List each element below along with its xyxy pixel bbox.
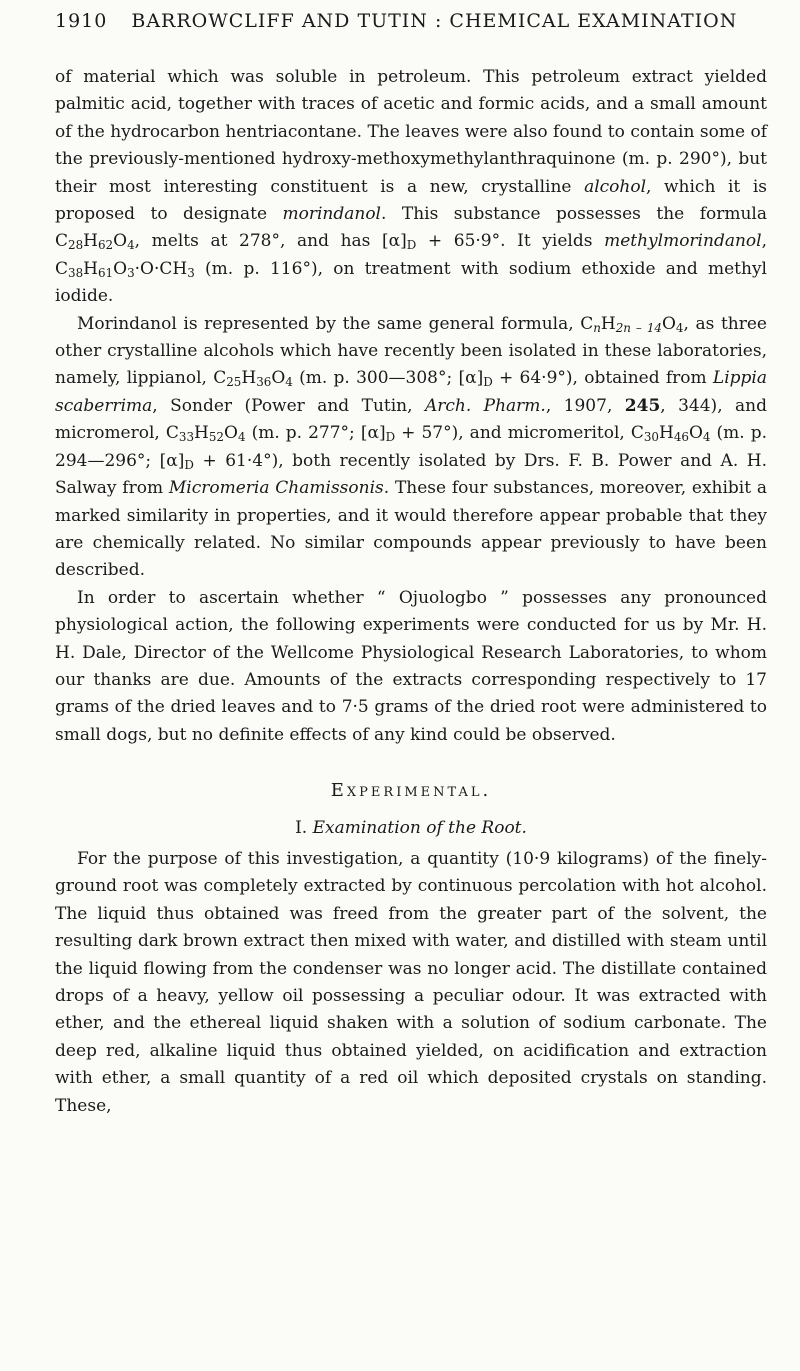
journal-name: Arch. Pharm. bbox=[424, 395, 546, 416]
species-micromeria: Micromeria Chamissonis bbox=[168, 478, 384, 499]
paragraph-4: For the purpose of this investigation, a quantity (10·9 kilograms) of the finely-ground root was completely extracted by continuous percolation with hot alcohol. The liquid thus obtained was freed from the greater part of the solvent, the resulting dark brown extract then mixed with water, and distilled with steam until the liquid flowing from the condenser was no longer acid. The distillate contained drops of a heavy, yellow oil possessing a peculiar odour. It was extracted with ether, and the ethereal liquid shaken with a solution of sodium carbonate. The deep red, alkaline liquid thus obtained yielded, on acidification and extraction with ether, a small quantity of a red oil which deposited crystals on standing. These, bbox=[55, 848, 767, 1116]
paragraph-3: In order to ascertain whether “ Ojuologbo ” possesses any pronounced physiological action, the following experiments were conducted for us by Mr. H. H. Dale, Director of the Wellcome Physiological Research Laboratories, to whom our thanks are due. Amounts of the extracts corresponding respectively to 17 grams of the dried leaves and to 7·5 grams of the dried root were administered to small dogs, but no definite effects of any kind could be observed. bbox=[55, 587, 767, 745]
subsection-heading: I. Examination of the Root. bbox=[295, 817, 527, 838]
running-title: BARROWCLIFF AND TUTIN : CHEMICAL EXAMINATION bbox=[131, 10, 738, 32]
species-lippia: Lippia scaberrima bbox=[55, 368, 767, 416]
section-heading: Experimental. bbox=[330, 780, 492, 802]
page-year: 1910 bbox=[55, 10, 108, 32]
paragraph-1: of material which was soluble in petroleum. This petroleum extract yielded palmitic acid, together with traces of acetic and formic acids, and a small amount of the hydrocarbon hentriacontane. The leaves were also found to contain some of the previously-mentioned hydroxy-methoxymethylanthraquinone (m. p. 290°), but their most interesting constituent is a new, crystalline alcohol, which it is proposed to designate morindanol. This substance possesses the formula $C_{28}H_{62}O_4$, melts at 278°, and has $[\alpha]_D + 65\cdot 9^\circ$. It yields methylmorindanol, $C_{38}H_{61}O_3\cdot O\cdot CH_3$ (m. p. 116°), on treatment with sodium ethoxide and methyl iodide. bbox=[55, 67, 767, 307]
emphasis-alcohol: alcohol bbox=[584, 176, 647, 197]
compound-morindanol: morindanol bbox=[282, 204, 381, 225]
body-text bbox=[55, 64, 767, 1120]
compound-methylmorindanol: methylmorindanol bbox=[604, 231, 762, 252]
paragraph-2: Morindanol is represented by the same general formula, $C_nH_{2n - 14}O_4$, as three other crystalline alcohols which have recently been isolated in these laboratories, namely, lippianol, $C_{25}H_{36}O_4$ (m. p. 300—308°; $[\alpha]_D + 64\cdot 9^\circ$), obtained from Lippia scaberrima, Sonder (Power and Tutin, Arch. Pharm., 1907, 245, 344), and micromerol, $C_{33}H_{52}O_4$ (m. p. 277°; $[\alpha]_D + 57^\circ$), and micromeritol, $C_{30}H_{46}O_4$ (m. p. 294—296°; $[\alpha]_D + 61\cdot 4^\circ$), both recently isolated by Drs. F. B. Power and A. H. Salway from Micromeria Chamissonis. These four substances, moreover, exhibit a marked similarity in properties, and it would therefore appear probable that they are chemically related. No similar compounds appear previously to have been described. bbox=[55, 313, 768, 581]
running-head bbox=[55, 10, 775, 32]
volume-number: 245 bbox=[624, 395, 661, 416]
